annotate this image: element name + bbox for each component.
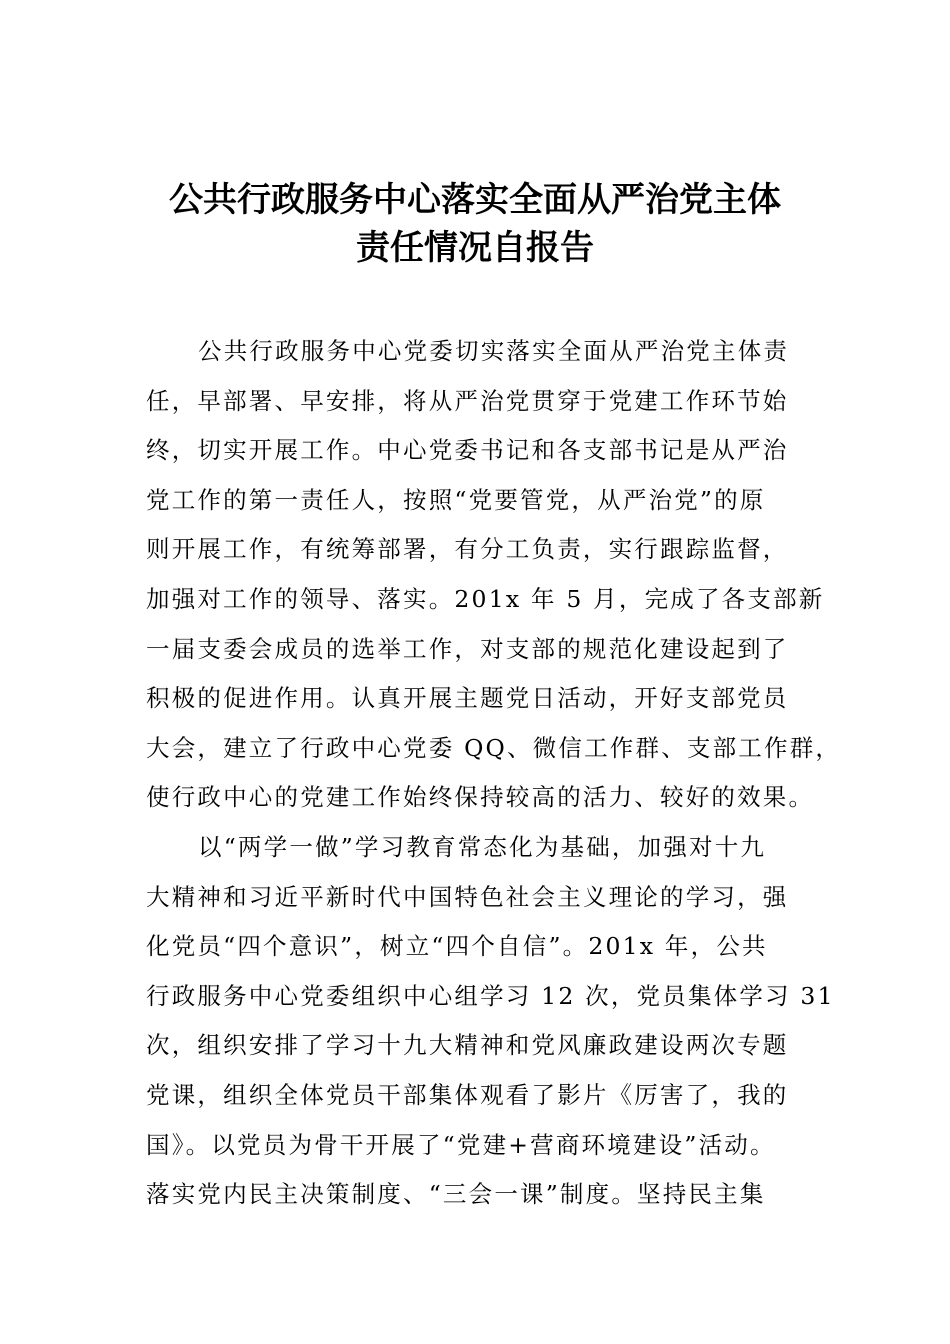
paragraph-line: 党工作的第一责任人，按照“党要管党，从严治党”的原 [146,485,766,514]
paragraph-line: 党课，组织全体党员干部集体观看了影片《厉害了，我的 [146,1080,789,1109]
paragraph-line: 次，组织安排了学习十九大精神和党风廉政建设两次专题 [146,1031,789,1060]
paragraph-2 [146,823,835,1220]
paragraph-line: 则开展工作，有统筹部署，有分工负责，实行跟踪监督， [146,535,789,564]
document-title-line-1: 公共行政服务中心落实全面从严治党主体 [169,180,781,220]
paragraph-line: 加强对工作的领导、落实。201x 年 5 月，完成了各支部新 [146,584,825,613]
paragraph-line: 公共行政服务中心党委切实落实全面从严治党主体责 [198,337,790,365]
paragraph-line: 使行政中心的党建工作始终保持较高的活力、较好的效果。 [146,783,815,812]
document-title-line-2: 责任情况自报告 [356,228,594,268]
paragraph-line: 行政服务中心党委组织中心组学习 12 次，党员集体学习 31 [146,981,835,1010]
paragraph-line: 大会，建立了行政中心党委 QQ、微信工作群、支部工作群， [146,733,842,762]
paragraph-1 [146,327,842,823]
paragraph-line: 任，早部署、早安排，将从严治党贯穿于党建工作环节始 [146,386,789,415]
paragraph-line: 积极的促进作用。认真开展主题党日活动，开好支部党员 [146,684,789,713]
paragraph-line: 终，切实开展工作。中心党委书记和各支部书记是从严治 [146,436,789,465]
paragraph-line: 国》。以党员为骨干开展了“党建+营商环境建设”活动。 [146,1130,776,1159]
paragraph-line: 大精神和习近平新时代中国特色社会主义理论的学习，强 [146,882,789,911]
paragraph-line: 以“两学一做”学习教育常态化为基础，加强对十九 [198,832,767,861]
paragraph-line: 化党员“四个意识”，树立“四个自信”。201x 年，公共 [146,932,768,961]
document-body [146,327,842,1220]
paragraph-line: 一届支委会成员的选举工作，对支部的规范化建设起到了 [146,634,789,663]
paragraph-line: 落实党内民主决策制度、“三会一课”制度。坚持民主集 [146,1180,766,1209]
